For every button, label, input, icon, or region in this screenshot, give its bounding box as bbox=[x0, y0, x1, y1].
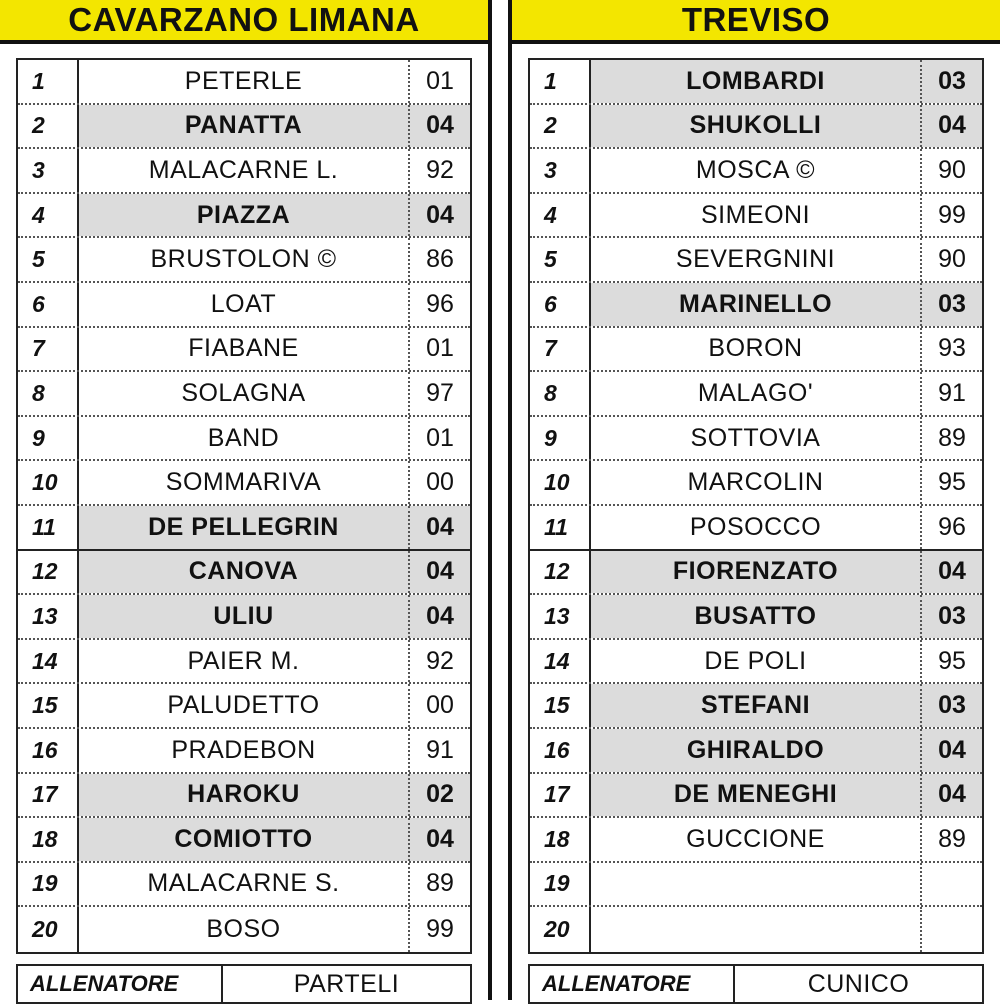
table-row bbox=[18, 328, 470, 373]
player-birth-year bbox=[922, 907, 982, 952]
table-row bbox=[18, 818, 470, 863]
player-number: 6 bbox=[530, 283, 591, 326]
player-birth-year: 97 bbox=[426, 378, 454, 407]
table-row bbox=[530, 640, 982, 685]
roster-table bbox=[528, 58, 984, 954]
player-name bbox=[591, 907, 922, 952]
player-birth-year: 04 bbox=[922, 105, 982, 148]
player-name: PIAZZA bbox=[79, 194, 410, 237]
player-birth-year: 90 bbox=[938, 155, 966, 184]
player-name: FIORENZATO bbox=[591, 551, 922, 594]
player-number: 19 bbox=[530, 863, 591, 906]
player-number: 11 bbox=[530, 506, 591, 549]
table-row bbox=[530, 417, 982, 462]
player-birth-year bbox=[922, 863, 982, 906]
player-number: 9 bbox=[18, 417, 79, 460]
roster-table bbox=[16, 58, 472, 954]
player-birth-year: 96 bbox=[938, 512, 966, 541]
player-name: POSOCCO bbox=[591, 506, 922, 549]
player-birth-year: 04 bbox=[410, 194, 470, 237]
player-birth-year: 92 bbox=[426, 646, 454, 675]
player-name: HAROKU bbox=[79, 774, 410, 817]
player-birth-year: 89 bbox=[938, 423, 966, 452]
table-row bbox=[18, 729, 470, 774]
player-name: LOMBARDI bbox=[591, 60, 922, 103]
player-birth-year: 89 bbox=[426, 869, 454, 898]
table-row bbox=[530, 863, 982, 908]
player-birth-year: 91 bbox=[938, 378, 966, 407]
player-birth-year: 04 bbox=[410, 105, 470, 148]
player-name: FIABANE bbox=[79, 328, 410, 371]
player-birth-year: 89 bbox=[938, 824, 966, 853]
player-number: 2 bbox=[530, 105, 591, 148]
player-name: MOSCA © bbox=[591, 149, 922, 192]
player-name: ULIU bbox=[79, 595, 410, 638]
player-name: PETERLE bbox=[79, 60, 410, 103]
player-number: 10 bbox=[530, 461, 591, 504]
player-birth-year: 92 bbox=[426, 155, 454, 184]
table-row bbox=[18, 105, 470, 150]
player-number: 9 bbox=[530, 417, 591, 460]
player-number: 10 bbox=[18, 461, 79, 504]
player-birth-year: 99 bbox=[938, 200, 966, 229]
player-name: SOTTOVIA bbox=[591, 417, 922, 460]
player-name: CANOVA bbox=[79, 551, 410, 594]
player-name: SOLAGNA bbox=[79, 372, 410, 415]
player-name: SEVERGNINI bbox=[591, 238, 922, 281]
player-birth-year: 04 bbox=[410, 551, 470, 594]
player-birth-year: 01 bbox=[426, 423, 454, 452]
player-birth-year: 02 bbox=[410, 774, 470, 817]
table-row bbox=[18, 372, 470, 417]
table-row bbox=[530, 194, 982, 239]
player-name: MALACARNE L. bbox=[79, 149, 410, 192]
player-birth-year: 95 bbox=[938, 646, 966, 675]
player-name: DE PELLEGRIN bbox=[79, 506, 410, 549]
player-number: 13 bbox=[18, 595, 79, 638]
player-number: 8 bbox=[18, 372, 79, 415]
table-row bbox=[530, 551, 982, 596]
player-number: 2 bbox=[18, 105, 79, 148]
player-name: SIMEONI bbox=[591, 194, 922, 237]
player-name: PANATTA bbox=[79, 105, 410, 148]
player-number: 3 bbox=[18, 149, 79, 192]
table-row bbox=[18, 194, 470, 239]
player-name: BORON bbox=[591, 328, 922, 371]
player-name: MARCOLIN bbox=[591, 461, 922, 504]
player-number: 5 bbox=[18, 238, 79, 281]
player-number: 12 bbox=[530, 551, 591, 594]
player-name: BRUSTOLON © bbox=[79, 238, 410, 281]
player-name: MALACARNE S. bbox=[79, 863, 410, 906]
table-row bbox=[530, 283, 982, 328]
player-number: 4 bbox=[18, 194, 79, 237]
player-birth-year: 04 bbox=[410, 595, 470, 638]
coach-row bbox=[16, 964, 472, 1004]
player-birth-year: 03 bbox=[922, 283, 982, 326]
player-number: 19 bbox=[18, 863, 79, 906]
player-name: BAND bbox=[79, 417, 410, 460]
coach-name: CUNICO bbox=[807, 969, 910, 998]
player-name: PRADEBON bbox=[79, 729, 410, 772]
player-name: MARINELLO bbox=[591, 283, 922, 326]
player-birth-year: 01 bbox=[426, 334, 454, 363]
table-row bbox=[18, 774, 470, 819]
player-birth-year: 04 bbox=[922, 774, 982, 817]
table-row bbox=[530, 907, 982, 952]
table-row bbox=[18, 684, 470, 729]
team-title: CAVARZANO LIMANA bbox=[0, 0, 488, 44]
player-number: 12 bbox=[18, 551, 79, 594]
player-name bbox=[591, 863, 922, 906]
player-number: 6 bbox=[18, 283, 79, 326]
player-birth-year: 04 bbox=[922, 551, 982, 594]
left-divider-line bbox=[488, 0, 492, 1000]
table-row bbox=[18, 863, 470, 908]
player-number: 7 bbox=[530, 328, 591, 371]
table-row bbox=[18, 640, 470, 685]
table-row bbox=[530, 105, 982, 150]
player-number: 17 bbox=[18, 774, 79, 817]
table-row bbox=[530, 774, 982, 819]
table-row bbox=[18, 417, 470, 462]
player-birth-year: 86 bbox=[426, 245, 454, 274]
coach-row bbox=[528, 964, 984, 1004]
player-name: DE MENEGHI bbox=[591, 774, 922, 817]
team-title: TREVISO bbox=[512, 0, 1000, 44]
player-number: 3 bbox=[530, 149, 591, 192]
table-row bbox=[530, 818, 982, 863]
table-row bbox=[530, 729, 982, 774]
player-number: 7 bbox=[18, 328, 79, 371]
player-birth-year: 90 bbox=[938, 245, 966, 274]
player-birth-year: 04 bbox=[922, 729, 982, 772]
player-birth-year: 03 bbox=[922, 60, 982, 103]
player-number: 1 bbox=[530, 60, 591, 103]
player-number: 15 bbox=[18, 684, 79, 727]
table-row bbox=[530, 372, 982, 417]
player-number: 11 bbox=[18, 506, 79, 549]
player-name: PALUDETTO bbox=[79, 684, 410, 727]
table-row bbox=[18, 238, 470, 283]
player-name: BOSO bbox=[79, 907, 410, 952]
player-number: 15 bbox=[530, 684, 591, 727]
player-number: 16 bbox=[530, 729, 591, 772]
player-name: SHUKOLLI bbox=[591, 105, 922, 148]
player-number: 4 bbox=[530, 194, 591, 237]
player-name: MALAGO' bbox=[591, 372, 922, 415]
player-birth-year: 03 bbox=[922, 684, 982, 727]
table-row bbox=[18, 461, 470, 506]
table-row bbox=[18, 149, 470, 194]
player-birth-year: 93 bbox=[938, 334, 966, 363]
table-row bbox=[18, 283, 470, 328]
table-row bbox=[530, 595, 982, 640]
player-birth-year: 04 bbox=[410, 818, 470, 861]
table-row bbox=[530, 60, 982, 105]
player-number: 1 bbox=[18, 60, 79, 103]
player-name: LOAT bbox=[79, 283, 410, 326]
player-birth-year: 00 bbox=[426, 468, 454, 497]
player-number: 5 bbox=[530, 238, 591, 281]
table-row bbox=[530, 506, 982, 551]
player-birth-year: 99 bbox=[426, 915, 454, 944]
player-number: 8 bbox=[530, 372, 591, 415]
table-row bbox=[18, 551, 470, 596]
player-number: 16 bbox=[18, 729, 79, 772]
home-team-panel bbox=[0, 0, 488, 1000]
player-birth-year: 95 bbox=[938, 468, 966, 497]
table-row bbox=[18, 506, 470, 551]
table-row bbox=[18, 60, 470, 105]
player-birth-year: 91 bbox=[426, 735, 454, 764]
player-name: SOMMARIVA bbox=[79, 461, 410, 504]
table-row bbox=[530, 328, 982, 373]
player-birth-year: 96 bbox=[426, 289, 454, 318]
player-birth-year: 00 bbox=[426, 691, 454, 720]
player-number: 13 bbox=[530, 595, 591, 638]
player-number: 20 bbox=[530, 907, 591, 952]
coach-label: ALLENATORE bbox=[530, 966, 735, 1002]
player-number: 18 bbox=[18, 818, 79, 861]
coach-name: PARTELI bbox=[293, 969, 400, 998]
player-birth-year: 04 bbox=[410, 506, 470, 549]
table-row bbox=[18, 907, 470, 952]
player-name: COMIOTTO bbox=[79, 818, 410, 861]
player-number: 14 bbox=[18, 640, 79, 683]
player-name: GHIRALDO bbox=[591, 729, 922, 772]
away-team-panel bbox=[512, 0, 1000, 1000]
table-row bbox=[530, 149, 982, 194]
player-number: 17 bbox=[530, 774, 591, 817]
player-name: STEFANI bbox=[591, 684, 922, 727]
table-row bbox=[18, 595, 470, 640]
player-birth-year: 03 bbox=[922, 595, 982, 638]
table-row bbox=[530, 684, 982, 729]
player-name: BUSATTO bbox=[591, 595, 922, 638]
player-name: GUCCIONE bbox=[591, 818, 922, 861]
player-number: 18 bbox=[530, 818, 591, 861]
player-name: DE POLI bbox=[591, 640, 922, 683]
player-number: 14 bbox=[530, 640, 591, 683]
table-row bbox=[530, 238, 982, 283]
coach-label: ALLENATORE bbox=[18, 966, 223, 1002]
player-birth-year: 01 bbox=[426, 66, 454, 95]
table-row bbox=[530, 461, 982, 506]
player-number: 20 bbox=[18, 907, 79, 952]
player-name: PAIER M. bbox=[79, 640, 410, 683]
